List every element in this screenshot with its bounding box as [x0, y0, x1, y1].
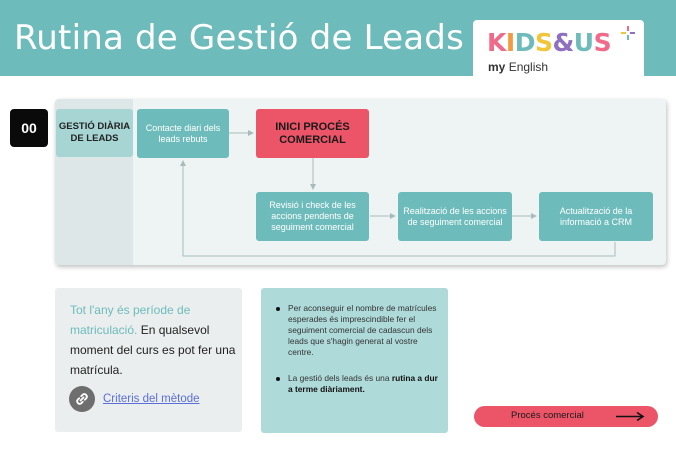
method-criteria-link[interactable]: Criteris del mètode — [103, 393, 200, 405]
enrolment-body: En qualsevol moment del curs es pot fer una matrícula. — [70, 323, 236, 377]
box-review-actions: Revisió i check de les accions pendents de seguiment comercial — [256, 192, 369, 241]
flow-side-label: GESTIÓ DIÀRIA DE LEADS — [56, 109, 133, 157]
logo-letter: S — [534, 28, 553, 57]
box-followup-actions: Realització de les accions de seguiment comercial — [398, 192, 512, 241]
logo-letter: K — [487, 28, 506, 57]
box-daily-contact: Contacte diari dels leads rebuts — [137, 109, 229, 158]
logo-sub-english: English — [508, 60, 549, 74]
logo-letter: & — [552, 28, 574, 57]
commercial-process-button[interactable] — [474, 406, 658, 427]
logo-sub-my: my — [488, 60, 506, 74]
notes-card — [261, 288, 448, 433]
arrow-right-icon — [616, 411, 646, 422]
step-number: 00 — [10, 109, 48, 147]
commercial-process-label: Procés comercial — [511, 410, 584, 421]
notes-list — [275, 303, 441, 395]
box-crm-update: Actualització de la informació a CRM — [539, 192, 653, 241]
note-emphasis: rutina a dur a terme diàriament. — [288, 373, 438, 394]
link-icon[interactable] — [69, 386, 95, 412]
box-commercial-start: INICI PROCÉS COMERCIAL — [256, 109, 369, 158]
enrolment-info-text — [70, 300, 240, 380]
logo-letter: U — [573, 28, 594, 57]
note-item — [275, 373, 441, 395]
enrolment-highlight: Tot l'any és període de matriculació. — [70, 303, 191, 337]
logo-letter: I — [505, 28, 515, 57]
note-item: Per aconseguir el nombre de matrícules esperades és imprescindible fer el seguiment comercial de cadascun dels leads que s'hagin generat al vostre centre. — [275, 303, 441, 358]
note-text: La gestió dels leads és una — [288, 373, 392, 383]
logo-letter: D — [514, 28, 535, 57]
page-title: Rutina de Gestió de Leads — [14, 18, 464, 58]
logo-letter: S — [593, 28, 612, 57]
enrolment-info-card — [55, 288, 242, 432]
